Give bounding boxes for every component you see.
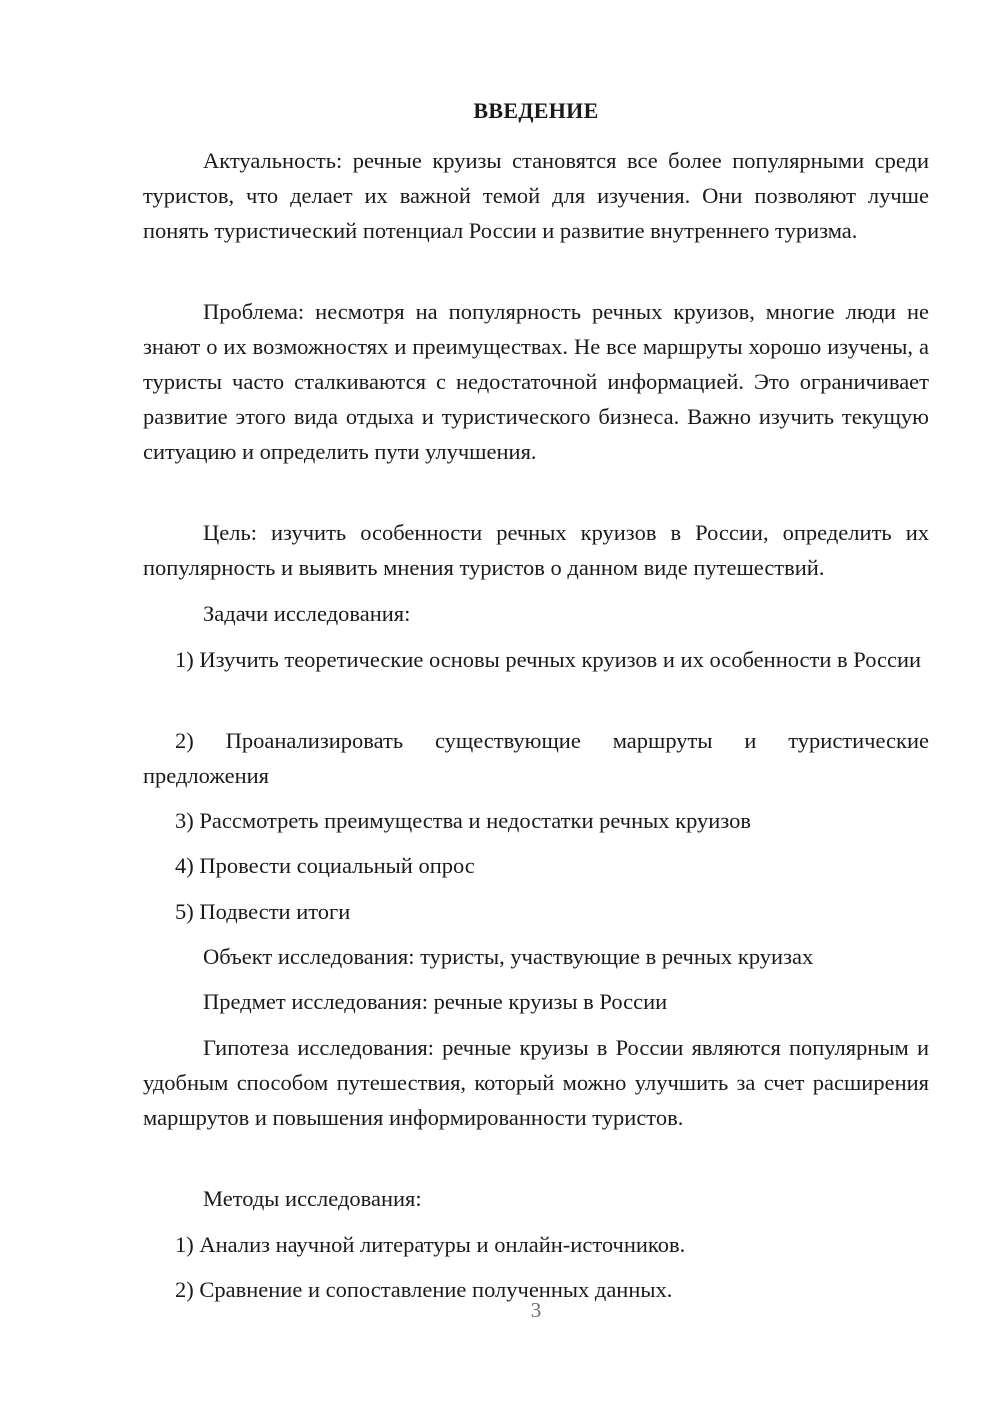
method-item-2: 2) Сравнение и сопоставление полученных данных. bbox=[175, 1277, 673, 1302]
tasks-title: Задачи исследования: bbox=[203, 601, 411, 626]
section-heading: ВВЕДЕНИЕ bbox=[473, 98, 599, 123]
object-line: Объект исследования: туристы, участвующие в речных круизах bbox=[203, 944, 814, 969]
page-number: 3 bbox=[530, 1298, 542, 1322]
problem-paragraph: Проблема: несмотря на популярность речных круизов, многие люди не знают о их возможностях и преимуществах. Не все маршруты хорошо изучены, а туристы часто сталкиваются с недостаточной информацией. Это ограничивает развитие этого вида отдыха и туристического бизнеса. Важно изучить текущую ситуацию и определить пути улучшения. bbox=[143, 299, 929, 464]
methods-title: Методы исследования: bbox=[203, 1186, 422, 1211]
task-item-3: 3) Рассмотреть преимущества и недостатки речных круизов bbox=[175, 808, 751, 833]
relevance-paragraph: Актуальность: речные круизы становятся все более популярными среди туристов, что делает их важной темой для изучения. Они позволяют лучше понять туристический потенциал России и развитие внутреннего туризма. bbox=[143, 148, 929, 243]
task-item-4: 4) Провести социальный опрос bbox=[175, 853, 475, 878]
goal-paragraph: Цель: изучить особенности речных круизов в России, определить их популярность и выявить мнения туристов о данном виде путешествий. bbox=[143, 520, 929, 580]
task-item-5: 5) Подвести итоги bbox=[175, 899, 351, 924]
method-item-1: 1) Анализ научной литературы и онлайн-источников. bbox=[175, 1232, 686, 1257]
document-page bbox=[143, 0, 929, 1414]
task-item-2: 2) Проанализировать существующие маршруты и туристические предложения bbox=[143, 728, 929, 788]
hypothesis-paragraph: Гипотеза исследования: речные круизы в России являются популярным и удобным способом путешествия, который можно улучшить за счет расширения маршрутов и повышения информированности туристов. bbox=[143, 1035, 929, 1130]
subject-line: Предмет исследования: речные круизы в России bbox=[203, 989, 668, 1014]
task-item-1: 1) Изучить теоретические основы речных круизов и их особенности в России bbox=[175, 647, 922, 672]
